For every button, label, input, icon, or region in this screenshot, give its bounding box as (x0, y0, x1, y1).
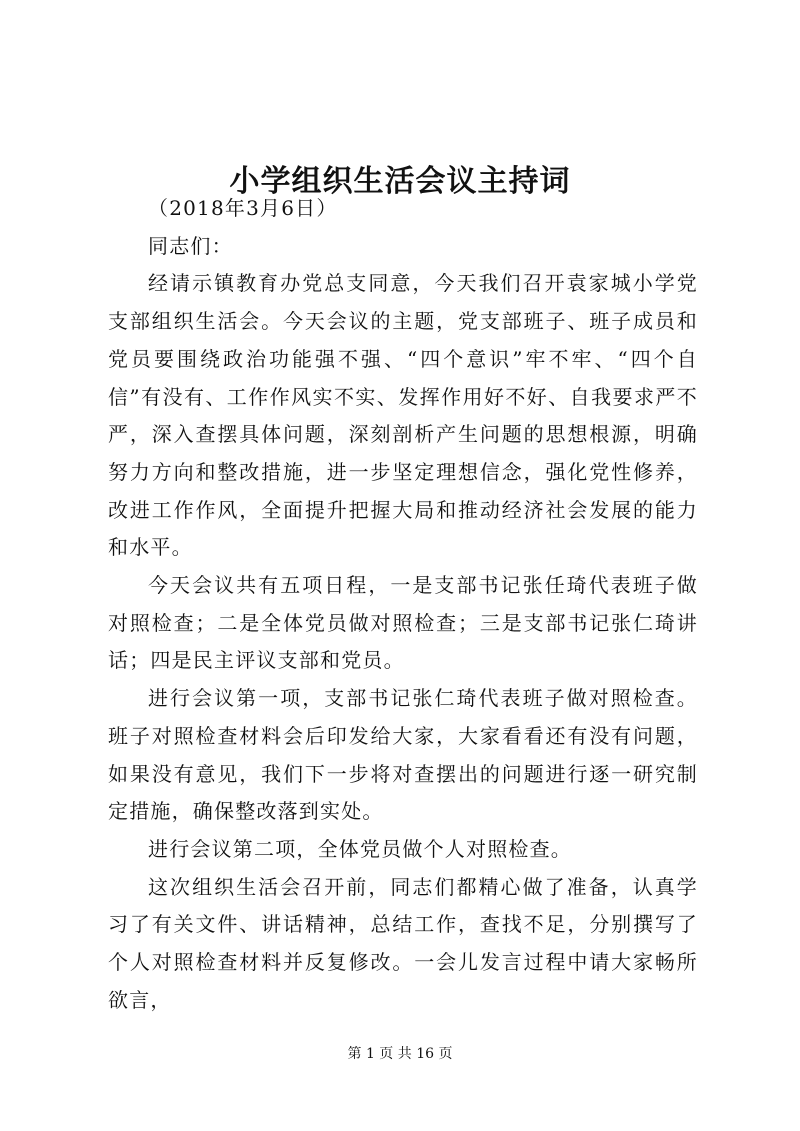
page-number-footer: 第 1 页 共 16 页 (347, 1046, 453, 1062)
paragraph: 进行会议第二项，全体党员做个人对照检查。 (148, 836, 572, 861)
paragraph: 今天会议共有五项日程，一是支部书记张任琦代表班子做对照检查；二是全体党员做对照检查；三是支部书记张仁琦讲话；四是民主评议支部和党员。 (108, 573, 698, 673)
document-body (108, 190, 698, 1019)
paragraph: 经请示镇教育办党总支同意，今天我们召开袁家城小学党支部组织生活会。今天会议的主题，党支部班子、班子成员和党员要围绕政治功能强不强、“四个意识”牢不牢、“四个自信”有没有、工作作风实不实、发挥作用好不好、自我要求严不严，深入查摆具体问题，深刻剖析产生问题的思想根源，明确努力方向和整改措施，进一步坚定理想信念，强化党性修养，改进工作作风，全面提升把握大局和推动经济社会发展的能力和水平。 (108, 271, 698, 560)
paragraph: 这次组织生活会召开前，同志们都精心做了准备，认真学习了有关文件、讲话精神，总结工作，查找不足，分别撰写了个人对照检查材料并反复修改。一会儿发言过程中请大家畅所欲言， (108, 874, 698, 1012)
paragraph: 进行会议第一项，支部书记张仁琦代表班子做对照检查。班子对照检查材料会后印发给大家，大家看看还有没有问题，如果没有意见，我们下一步将对查摆出的问题进行逐一研究制定措施，确保整改落到实处。 (108, 686, 698, 824)
date-line: （2018年3月6日） (148, 196, 338, 220)
document-title: 小学组织生活会议主持词 (229, 164, 571, 200)
salutation: 同志们： (148, 233, 233, 258)
